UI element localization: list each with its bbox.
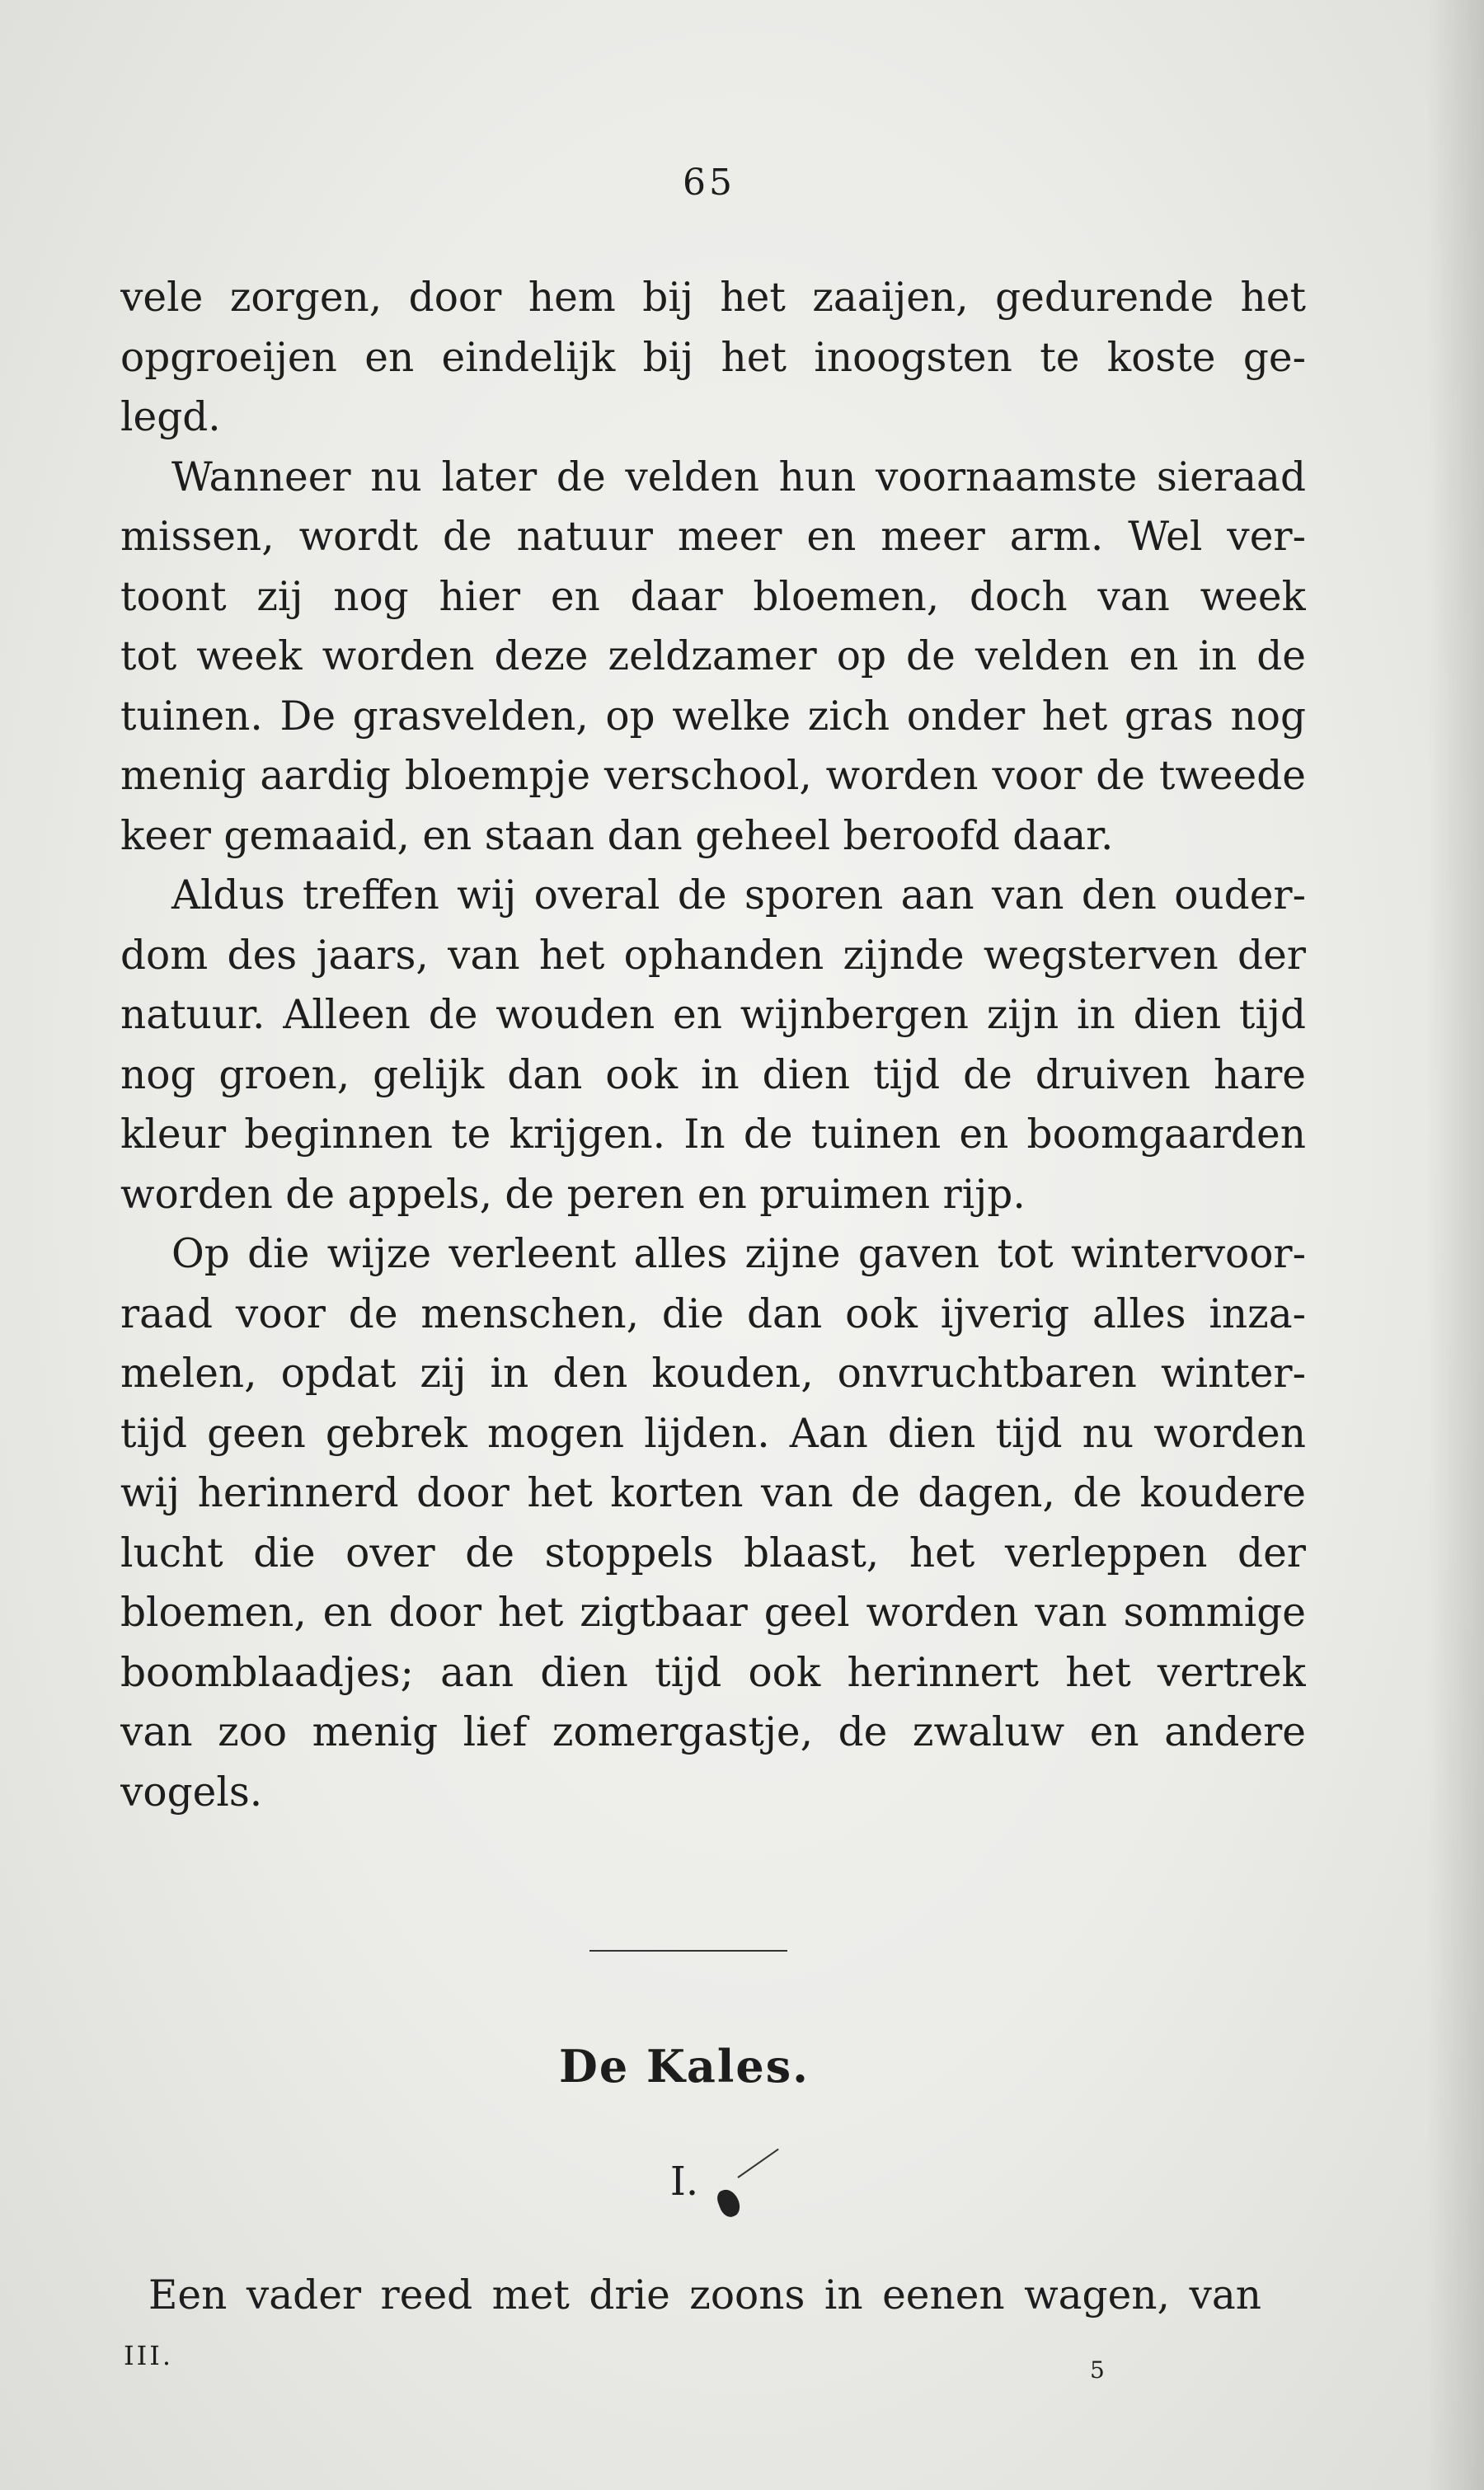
text-line: boomblaadjes; aan dien tijd ook herinnert het vertrek [120,1649,1306,1696]
paragraph [120,866,1306,1224]
text-line: melen, opdat zij in den kouden, onvruchtbaren winter- [120,1351,1306,1397]
text-line: dom des jaars, van het ophanden zijnde wegsterven der [120,932,1306,979]
text-line: keer gemaaid, en staan dan geheel beroofd daar. [120,812,1114,859]
section-title: De Kales. [559,2040,810,2093]
text-line: kleur beginnen te krijgen. In de tuinen en boomgaarden [120,1111,1306,1158]
chapter-opening-line: Een vader reed met drie zoons in eenen wagen, van [148,2272,1261,2319]
text-line: Wanneer nu later de velden hun voornaamste sieraad [171,453,1306,500]
text-line: toont zij nog hier en daar bloemen, doch van week [120,573,1306,620]
paragraph [120,268,1306,448]
text-line: van zoo menig lief zomergastje, de zwaluw en andere [120,1709,1306,1755]
text-line: raad voor de menschen, die dan ook ijverig alles inza- [120,1290,1306,1337]
paragraph [120,1224,1306,1822]
text-line: tot week worden deze zeldzamer op de velden en in de [120,633,1306,679]
text-line: Aldus treffen wij overal de sporen aan van den ouder- [171,872,1306,918]
body-text [120,268,1306,1822]
text-line: tijd geen gebrek mogen lijden. Aan dien tijd nu worden [120,1410,1306,1457]
footer-volume-mark: III. [124,2340,174,2371]
text-line: legd. [120,394,221,440]
text-line: tuinen. De grasvelden, op welke zich onder het gras nog [120,693,1306,740]
text-line: natuur. Alleen de wouden en wijnbergen zijn in dien tijd [120,992,1306,1038]
text-line: bloemen, en door het zigtbaar geel worden van sommige [120,1590,1306,1636]
chapter-numeral: I. [669,2159,699,2205]
section-divider [589,1950,787,1952]
text-line: menig aardig bloempje verschool, worden voor de tweede [120,753,1306,799]
text-line: wij herinnerd door het korten van de dagen, de koudere [120,1470,1306,1516]
text-line: nog groen, gelijk dan ook in dien tijd de druiven hare [120,1051,1306,1098]
text-line: opgroeijen en eindelijk bij het inoogsten te koste ge- [120,334,1306,381]
text-line: worden de appels, de peren en pruimen rijp. [120,1171,1026,1218]
text-line: vele zorgen, door hem bij het zaaijen, gedurende het [120,275,1306,321]
text-line: lucht die over de stoppels blaast, het verleppen der [120,1529,1306,1576]
paragraph [120,448,1306,867]
page-edge-shadow [1426,0,1484,2490]
footer-signature-mark: 5 [1090,2356,1105,2384]
page-number: 65 [683,162,735,204]
text-line: vogels. [120,1769,263,1816]
text-line: Op die wijze verleent alles zijne gaven tot wintervoor- [171,1231,1306,1277]
text-line: missen, wordt de natuur meer en meer arm. Wel ver- [120,514,1306,560]
